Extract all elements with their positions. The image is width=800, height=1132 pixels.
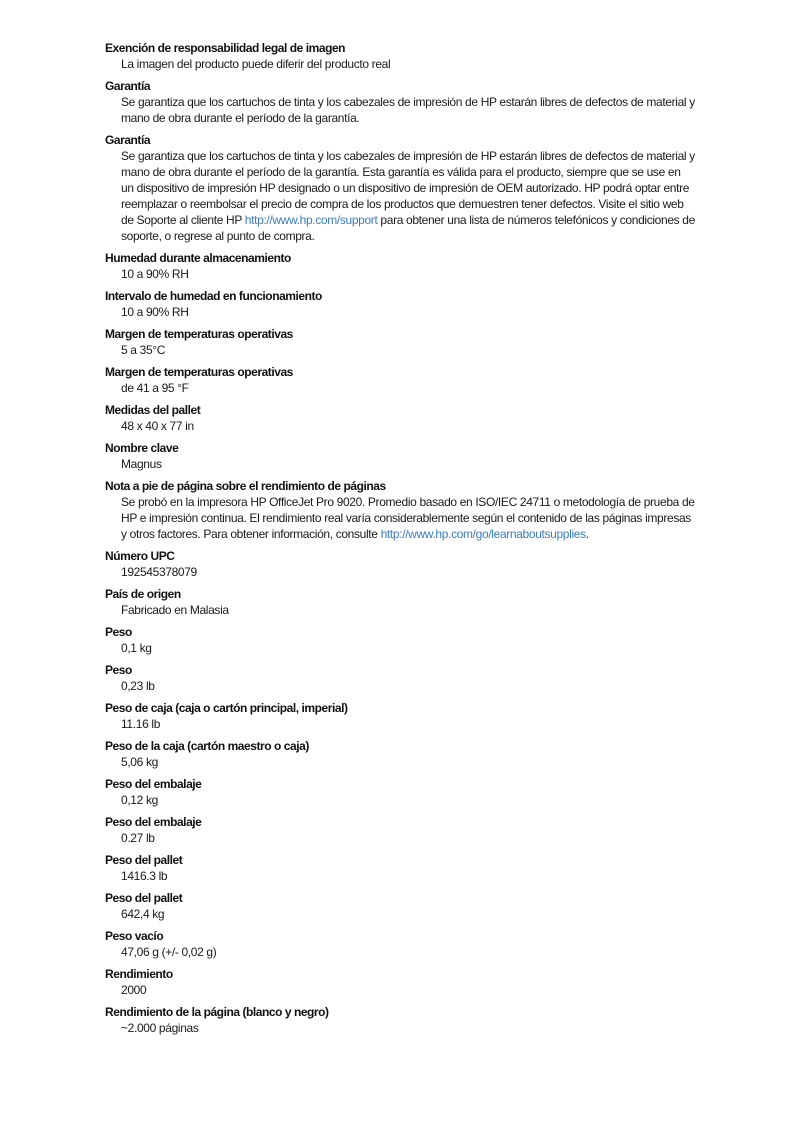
spec-label: Medidas del pallet <box>105 403 201 417</box>
spec-label: Peso del embalaje <box>105 777 202 791</box>
spec-value: 0,23 lb <box>121 679 155 693</box>
spec-empty-weight <box>105 928 695 960</box>
spec-value: 5 a 35°C <box>121 343 166 357</box>
spec-pallet-weight-kg <box>105 890 695 922</box>
spec-yield <box>105 966 695 998</box>
spec-value-text: para obtener una lista de números telefónicos y condiciones de soporte, o regrese al punto de compra. <box>121 213 695 243</box>
spec-label: Peso de la caja (cartón maestro o caja) <box>105 739 309 753</box>
spec-label: Humedad durante almacenamiento <box>105 251 291 265</box>
spec-value: La imagen del producto puede diferir del producto real <box>121 57 391 71</box>
spec-value: Magnus <box>121 457 162 471</box>
spec-label: Margen de temperaturas operativas <box>105 327 293 341</box>
spec-label: País de origen <box>105 587 181 601</box>
spec-label: Peso <box>105 625 132 639</box>
spec-label: Intervalo de humedad en funcionamiento <box>105 289 322 303</box>
spec-package-weight-lb <box>105 814 695 846</box>
spec-label: Peso del embalaje <box>105 815 202 829</box>
spec-value: 642,4 kg <box>121 907 165 921</box>
spec-country-of-origin <box>105 586 695 618</box>
spec-box-weight-metric <box>105 738 695 770</box>
spec-warranty-detail <box>105 132 695 244</box>
spec-value: 5,06 kg <box>121 755 158 769</box>
spec-label: Nota a pie de página sobre el rendimiento de páginas <box>105 479 386 493</box>
spec-value: 10 a 90% RH <box>121 267 189 281</box>
spec-code-name <box>105 440 695 472</box>
spec-label: Garantía <box>105 79 151 93</box>
spec-label: Rendimiento <box>105 967 173 981</box>
spec-value: Fabricado en Malasia <box>121 603 229 617</box>
spec-value: 0.27 lb <box>121 831 155 845</box>
spec-value: 1416.3 lb <box>121 869 168 883</box>
learn-about-supplies-link[interactable]: http://www.hp.com/go/learnaboutsupplies <box>380 527 586 541</box>
spec-label: Margen de temperaturas operativas <box>105 365 293 379</box>
spec-weight-lb <box>105 662 695 694</box>
spec-value: 47,06 g (+/- 0,02 g) <box>121 945 217 959</box>
spec-operating-temp-f <box>105 364 695 396</box>
spec-page-yield-bw <box>105 1004 695 1036</box>
spec-value: Se garantiza que los cartuchos de tinta y los cabezales de impresión de HP estarán libres de defectos de material y mano de obra durante el período de la garantía. <box>121 95 695 125</box>
spec-value: ~2.000 páginas <box>121 1021 199 1035</box>
spec-value: 0,1 kg <box>121 641 152 655</box>
spec-value: 48 x 40 x 77 in <box>121 419 194 433</box>
spec-value <box>105 494 695 542</box>
spec-pallet-dimensions <box>105 402 695 434</box>
spec-label: Peso de caja (caja o cartón principal, imperial) <box>105 701 348 715</box>
spec-value-text: Se probó en la impresora HP OfficeJet Pro 9020. Promedio basado en ISO/IEC 24711 o metodología de prueba de HP e impresión continua. El rendimiento real varía considerablemente según el contenido de las páginas impresas y otros factores. Para obtener información, consulte <box>121 495 695 541</box>
spec-value: 11.16 lb <box>121 717 161 731</box>
hp-support-link[interactable]: http://www.hp.com/support <box>244 213 378 227</box>
spec-box-weight-imperial <box>105 700 695 732</box>
spec-value: 10 a 90% RH <box>121 305 189 319</box>
spec-value: 2000 <box>121 983 147 997</box>
spec-page-yield-footnote <box>105 478 695 542</box>
spec-label: Peso <box>105 663 132 677</box>
spec-label: Nombre clave <box>105 441 179 455</box>
spec-value: de 41 a 95 °F <box>121 381 189 395</box>
spec-storage-humidity <box>105 250 695 282</box>
spec-value: 192545378079 <box>121 565 197 579</box>
spec-value: 0,12 kg <box>121 793 158 807</box>
spec-operating-temp-c <box>105 326 695 358</box>
spec-label: Peso del pallet <box>105 891 183 905</box>
spec-operating-humidity <box>105 288 695 320</box>
spec-sheet <box>105 40 695 1042</box>
spec-upc <box>105 548 695 580</box>
spec-label: Garantía <box>105 133 151 147</box>
spec-value-text: . <box>585 527 589 541</box>
spec-label: Número UPC <box>105 549 175 563</box>
spec-label: Exención de responsabilidad legal de imagen <box>105 41 346 55</box>
spec-value <box>105 148 695 244</box>
spec-value-text: Se garantiza que los cartuchos de tinta y los cabezales de impresión de HP estarán libres de defectos de material y mano de obra durante el período de la garantía. Esta garantía es válida para el producto, siempre que se use en un dispositivo de impresión HP designado o un dispositivo de impresión de OEM autorizado. HP podrá optar entre reemplazar o reembolsar el precio de compra de los productos que demuestren tener defectos. Visite el sitio web de Soporte al cliente HP <box>121 149 695 227</box>
spec-label: Peso del pallet <box>105 853 183 867</box>
spec-weight-kg <box>105 624 695 656</box>
spec-pallet-weight-lb <box>105 852 695 884</box>
spec-label: Rendimiento de la página (blanco y negro) <box>105 1005 329 1019</box>
spec-label: Peso vacío <box>105 929 164 943</box>
spec-warranty <box>105 78 695 126</box>
spec-package-weight-kg <box>105 776 695 808</box>
spec-image-disclaimer <box>105 40 695 72</box>
